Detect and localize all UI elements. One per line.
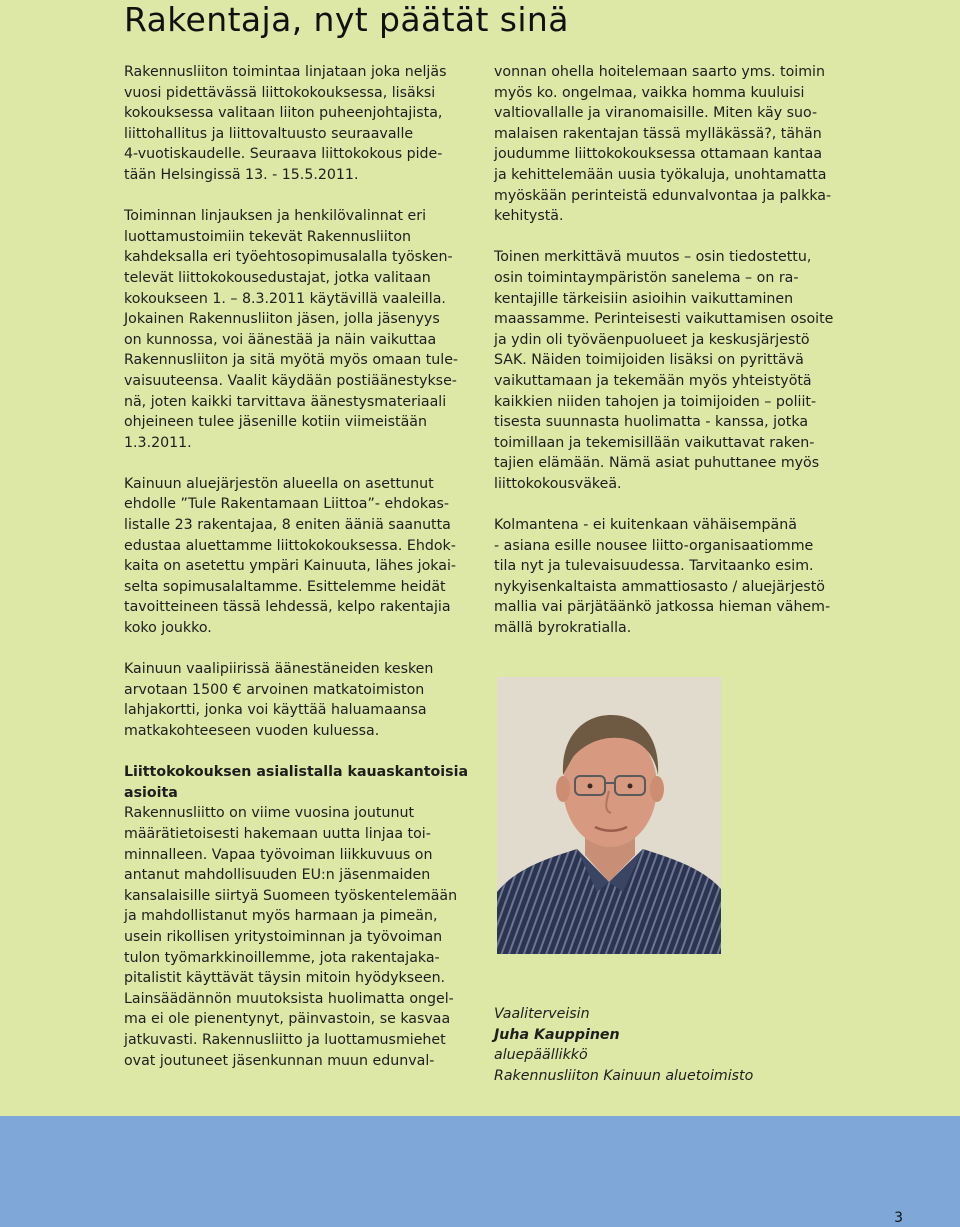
text-line: televät liittokokousedustajat, jotka valitaan (124, 269, 431, 286)
text-line: kaikkien niiden tahojen ja toimijoiden – poliit- (494, 393, 817, 410)
text-line: kentajille tärkeisiin asioihin vaikuttaminen (494, 290, 794, 307)
text-line: maassamme. Perinteisesti vaikuttamisen osoite (494, 311, 834, 328)
paragraph (494, 62, 844, 227)
text-line: kokouksessa valitaan liiton puheenjohtajista, (124, 105, 443, 122)
text-line: ovat joutuneet jäsenkunnan muun edunval- (124, 1052, 435, 1069)
text-line: kansalaisille siirtyä Suomeen työskentelemään (124, 887, 458, 904)
text-line: myös ko. ongelmaa, vaikka homma kuuluisi (494, 84, 805, 101)
text-line: ja mahdollistanut myös harmaan ja pimeän, (124, 908, 438, 925)
text-line: arvotaan 1500 € arvoinen matkatoimiston (124, 681, 425, 698)
text-line: 4-vuotiskaudelle. Seuraava liittokokous pide- (124, 146, 443, 163)
text-line: ja ydin oli työväenpuolueet ja keskusjärjestö (494, 331, 810, 348)
text-line: mallia vai pärjätäänkö jatkossa hieman vähem- (494, 599, 831, 616)
paragraph (124, 206, 476, 453)
text-line: vuosi pidettävässä liittokokouksessa, lisäksi (124, 84, 436, 101)
caption-name: Juha Kauppinen (494, 1026, 620, 1043)
footer-band (0, 1116, 960, 1227)
text-line: Rakennusliiton toimintaa linjataan joka neljäs (124, 64, 447, 80)
text-line: jatkuvasti. Rakennusliitto ja luottamusmiehet (124, 1031, 446, 1048)
text-line: 1.3.2011. (124, 434, 192, 451)
section-subheading (124, 762, 476, 803)
text-line: osin toimintaympäristön sanelema – on ra- (494, 269, 799, 286)
paragraph (124, 474, 476, 639)
text-line: listalle 23 rakentajaa, 8 eniten ääniä saanutta (124, 517, 451, 534)
text-line: - asiana esille nousee liitto-organisaatiomme (494, 537, 814, 554)
text-line: kokoukseen 1. – 8.3.2011 käytävillä vaaleilla. (124, 290, 446, 307)
text-line: vonnan ohella hoitelemaan saarto yms. toimin (494, 64, 825, 80)
text-line: selta sopimusalaltamme. Esittelemme heidät (124, 578, 446, 595)
text-line: vaisuuteensa. Vaalit käydään postiäänestykse- (124, 372, 457, 389)
paragraph (124, 62, 476, 186)
text-line: tään Helsingissä 13. - 15.5.2011. (124, 166, 359, 183)
paragraph (494, 247, 844, 494)
text-line: Toiminnan linjauksen ja henkilövalinnat eri (124, 208, 427, 225)
text-line: Kainuun aluejärjestön alueella on asettunut (124, 475, 434, 492)
text-line: tavoitteineen tässä lehdessä, kelpo rakentajia (124, 599, 451, 616)
text-line: nä, joten kaikki tarvittava äänestysmateriaali (124, 393, 447, 410)
text-line: tisesta suunnasta huolimatta - kanssa, jotka (494, 414, 809, 431)
text-line: ma ei ole pienentynyt, päinvastoin, se kasvaa (124, 1011, 451, 1028)
text-line: usein rikollisen yritystoiminnan ja työvoiman (124, 928, 443, 945)
paragraph (494, 515, 844, 639)
paragraph (124, 659, 476, 741)
text-line: luottamustoimiin tekevät Rakennusliiton (124, 228, 412, 245)
text-line: edustaa aluettamme liittokokouksessa. Ehdok- (124, 537, 456, 554)
text-line: liittohallitus ja liittovaltuusto seuraavalle (124, 125, 414, 142)
text-line: tajien elämään. Nämä asiat puhuttanee myös (494, 455, 820, 472)
text-line: koko joukko. (124, 620, 212, 637)
text-line: määrätietoisesti hakemaan uutta linjaa toi- (124, 825, 431, 842)
text-line: ohjeineen tulee jäsenille kotiin viimeistään (124, 414, 427, 431)
text-line: lahjakortti, jonka voi käyttää haluamaansa (124, 702, 427, 719)
text-line: pitalistit käyttävät täysin mitoin hyödykseen. (124, 970, 446, 987)
text-line: Kainuun vaalipiirissä äänestäneiden kesken (124, 661, 434, 678)
text-line: Toinen merkittävä muutos – osin tiedostettu, (494, 249, 812, 266)
text-line: SAK. Näiden toimijoiden lisäksi on pyrittävä (494, 352, 804, 369)
text-line: toimillaan ja tekemisillään vaikuttavat raken- (494, 434, 815, 451)
text-line: malaisen rakentajan tässä mylläkässä?, tähän (494, 125, 822, 142)
text-line: vaikuttamaan ja tekemään myös yhteistyötä (494, 372, 812, 389)
portrait-illustration (497, 677, 721, 954)
text-line: Rakennusliitto on viime vuosina joutunut (124, 805, 415, 822)
caption-role: Vaaliterveisin (494, 1006, 590, 1022)
text-line: matkakohteeseen vuoden kuluessa. (124, 723, 380, 739)
text-line: minnalleen. Vapaa työvoiman liikkuvuus on (124, 846, 433, 863)
text-line: valtiovallalle ja viranomaisille. Miten käy suo- (494, 105, 818, 122)
text-line: mällä byrokratialla. (494, 620, 632, 637)
text-line: ja kehittelemään uusia työkaluja, unohtamatta (494, 166, 827, 183)
text-line: kehitystä. (494, 208, 564, 225)
text-line: kahdeksalla eri työehtosopimusalalla työsken- (124, 249, 453, 266)
text-line: joudumme liittokokouksessa ottamaan kantaa (494, 146, 823, 163)
text-line: tila nyt ja tulevaisuudessa. Tarvitaanko esim. (494, 558, 814, 575)
text-line: antanut mahdollisuuden EU:n jäsenmaiden (124, 867, 431, 884)
caption-position: aluepäällikkö (494, 1047, 588, 1064)
text-line: tulon työmarkkinoillemme, jota rakentajaka- (124, 949, 440, 966)
text-line: liittokokousväkeä. (494, 475, 622, 492)
text-line: ehdolle ”Tule Rakentamaan Liittoa”- ehdokas- (124, 496, 450, 513)
paragraph (124, 803, 476, 1071)
text-line: asioita (124, 784, 178, 801)
text-line: Lainsäädännön muutoksista huolimatta ongel- (124, 990, 454, 1007)
caption-organization: Rakennusliiton Kainuun aluetoimisto (494, 1067, 754, 1084)
text-line: nykyisenkaltaista ammattiosasto / aluejärjestö (494, 578, 825, 595)
text-line: Jokainen Rakennusliiton jäsen, jolla jäsenyys (124, 311, 440, 328)
text-line: Rakennusliiton ja sitä myötä myös omaan tule- (124, 352, 459, 369)
text-line: kaita on asetettu ympäri Kainuuta, lähes jokai- (124, 558, 457, 575)
portrait-photo (497, 677, 721, 954)
right-column (494, 62, 844, 659)
text-line: on kunnossa, voi äänestää ja näin vaikuttaa (124, 331, 437, 348)
signature-caption (494, 1004, 854, 1086)
page-number: 3 (894, 1210, 903, 1226)
page-title: Rakentaja, nyt päätät sinä (124, 0, 569, 39)
text-line: Liittokokouksen asialistalla kauaskantoisia (124, 764, 469, 781)
text-line: myöskään perinteistä edunvalvontaa ja palkka- (494, 187, 832, 204)
text-line: Kolmantena - ei kuitenkaan vähäisempänä (494, 517, 797, 534)
left-column (124, 62, 476, 1092)
